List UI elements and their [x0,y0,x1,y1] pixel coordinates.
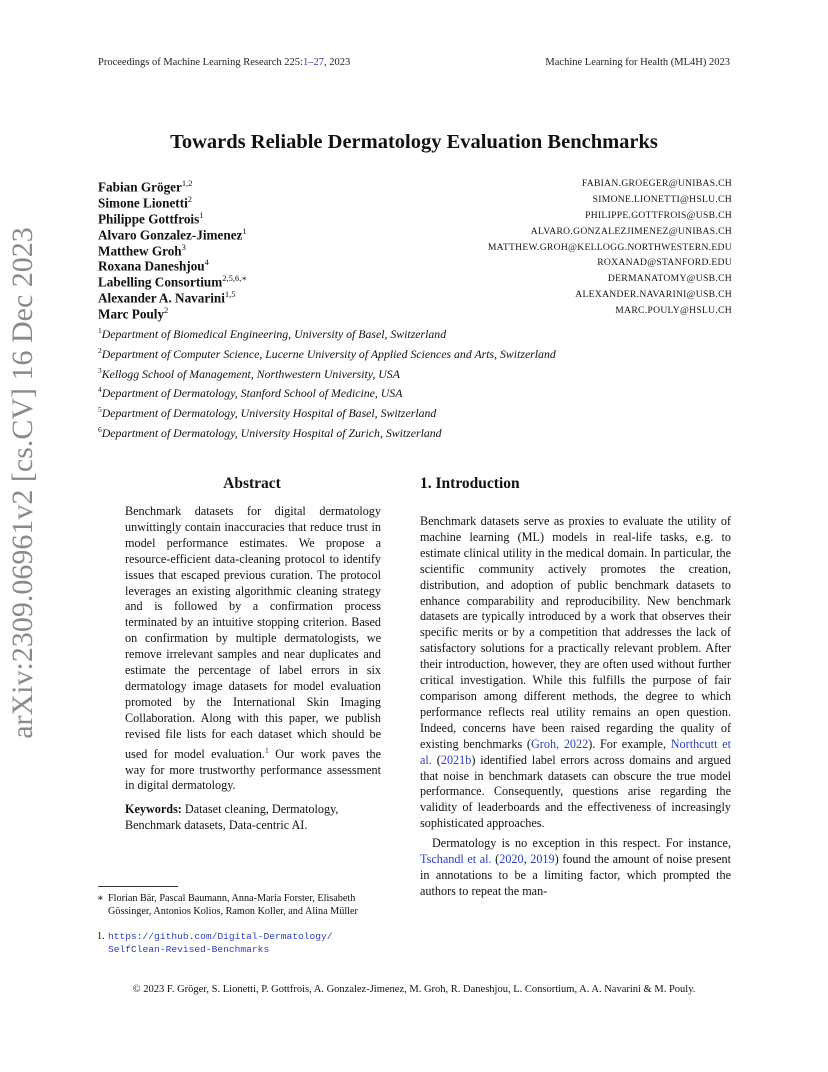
author-name: Simone Lionetti$^2$ [98,193,192,211]
section-heading-introduction: 1. Introduction [420,475,520,492]
author-name: Philippe Gottfrois$^1$ [98,209,204,227]
copyright-footer: © 2023 F. Gröger, S. Lionetti, P. Gottfrois, A. Gonzalez-Jimenez, M. Groh, R. Daneshjou, L. Consortium, A. A. Navarini & M. Pouly. [132,984,696,995]
citation-link[interactable]: 2019 [530,852,555,867]
author-row [98,271,732,290]
author-name: Alvaro Gonzalez-Jimenez$^1$ [98,225,247,243]
author-email[interactable]: MATTHEW.GROH@KELLOGG.NORTHWESTERN.EDU [487,241,732,253]
author-row [98,255,732,274]
paragraph: Dermatology is no exception in this respect. For instance, Tschandl et al. (2020, 2019) found the amount of noise present in annotations to be a limiting factor, which prompted the authors to repeat the man- [420,836,731,898]
affiliation: $^1$Department of Biomedical Engineering, University of Basel, Switzerland [98,326,447,341]
author-email[interactable]: ROXANAD@STANFORD.EDU [597,257,732,269]
affiliation: $^5$Department of Dermatology, University Hospital of Basel, Switzerland [98,405,437,421]
introduction-body [420,514,731,900]
affiliation-list [98,323,732,442]
author-name: Fabian Gröger$^{1,2}$ [98,178,193,195]
affiliation: $^4$Department of Dermatology, Stanford School of Medicine, USA [98,385,403,401]
citation-link[interactable]: 2021b [440,752,472,767]
author-email[interactable]: DERMANATOMY@USB.CH [607,273,732,285]
citation-link[interactable]: Tschandl et al. [420,852,492,867]
author-name: Roxana Daneshjou$^4$ [98,257,209,274]
author-email[interactable]: FABIAN.GROEGER@UNIBAS.CH [581,178,732,189]
author-name: Alexander A. Navarini$^{1,5}$ [98,289,236,306]
author-row [98,208,732,227]
paragraph: Benchmark datasets serve as proxies to evaluate the utility of machine learning (ML) models in real-life tasks, e.g. to estimate clinical utility in the medical domain. In particular, the scientific community actively promotes the creation, distribution, and adoption of public benchmark datasets to enhance comparability and reproducibility. New benchmark datasets are typically introduced by a work that observes their specific merits or by a competition that addresses the lack of satisfactory solutions for a practically relevant problem. After their introduction, however, they are often used without further critical investigation. While this fulfills the purpose of fair comparison among different methods, the degree to which performance reflects real utility remains an open question. Indeed, concerns have been raised regarding the quality of existing benchmarks (Groh, 2022). For example, Northcutt et al. (2021b) identified label errors across domains and argued that noise in benchmark datasets can obscure the true model performance. Consequently, questions arise regarding the validity of leaderboards and the effectiveness of increasingly sophisticated approaches. [420,514,731,831]
footnote-url: 1. https://github.com/Digital-Dermatology/ SelfClean-Revised-Benchmarks [97,931,333,955]
author-row [98,176,732,195]
author-row [98,303,732,322]
keywords: Keywords: Dataset cleaning, Dermatology, Benchmark datasets, Data-centric AI. [125,802,339,832]
affiliation: $^6$Department of Dermatology, University Hospital of Zurich, Switzerland [98,425,442,441]
affiliation: $^3$Kellogg School of Management, Northwestern University, USA [98,365,400,381]
footnote-link[interactable]: 1 [264,745,269,755]
page-link-last[interactable]: 27 [313,57,324,68]
author-name: Labelling Consortium$^{2,5,6,∗}$ [98,273,248,290]
author-row [98,240,732,256]
footnote-consortium: ∗ Florian Bär, Pascal Baumann, Anna-Maria Forster, Elisabeth Gössinger, Antonios Kolios, Ramon Koller, and Alina Müller [97,893,358,917]
page-link-first[interactable]: 1 [302,57,309,68]
author-row [98,192,732,211]
abstract-body: Benchmark datasets for digital dermatology unwittingly contain inaccuracies that reduce trust in model performance estimates. We propose a resource-efficient data-cleaning protocol to identify issues that escaped previous curation. The protocol leverages an existing algorithmic cleaning strategy and is followed by a confirmation process terminated by an intuitive stopping criterion. Based on confirmation by multiple dermatologists, we remove irrelevant samples and near duplicates and estimate the percentage of label errors in six dermatology image datasets for model evaluation promoted by the International Skin Imaging Collaboration. Along with this paper, we publish revised file lists for each dataset which should be used for model evaluation.$^1$ Our work paves the way for more trustworthy performance assessment in digital dermatology. [125,504,382,793]
citation-link[interactable]: 2020 [499,852,524,867]
author-email[interactable]: MARC.POULY@HSLU.CH [615,305,732,317]
paper-title: Towards Reliable Dermatology Evaluation Benchmarks [170,131,658,153]
citation-link[interactable]: Groh, 2022 [531,736,589,751]
footnote-rule [98,886,178,887]
author-email[interactable]: ALEXANDER.NAVARINI@USB.CH [575,289,732,301]
affiliation: $^2$Department of Computer Science, Lucerne University of Applied Sciences and Arts, Switzerland [98,345,556,361]
author-email[interactable]: ALVARO.GONZALEZJIMENEZ@UNIBAS.CH [530,225,732,237]
author-row [98,224,732,243]
author-email[interactable]: PHILIPPE.GOTTFROIS@USB.CH [585,209,732,221]
author-name: Matthew Groh$^3$ [98,241,186,258]
author-name: Marc Pouly$^2$ [98,305,169,322]
citation-link[interactable]: Northcutt et al. [420,736,731,767]
keywords-label: Keywords: [125,802,182,816]
running-header-left: Proceedings of Machine Learning Research 225:1–27, 2023 [98,57,351,68]
author-row [98,287,732,306]
author-list [98,176,732,322]
github-link[interactable]: https://github.com/Digital-Dermatology/ SelfClean-Revised-Benchmarks [108,931,333,955]
author-email[interactable]: SIMONE.LIONETTI@HSLU.CH [592,193,732,205]
arxiv-stamp: arXiv:2309.06961v2 [cs.CV] 16 Dec 2023 [6,227,39,739]
abstract-heading: Abstract [223,475,281,492]
running-header-right: Machine Learning for Health (ML4H) 2023 [545,57,730,68]
